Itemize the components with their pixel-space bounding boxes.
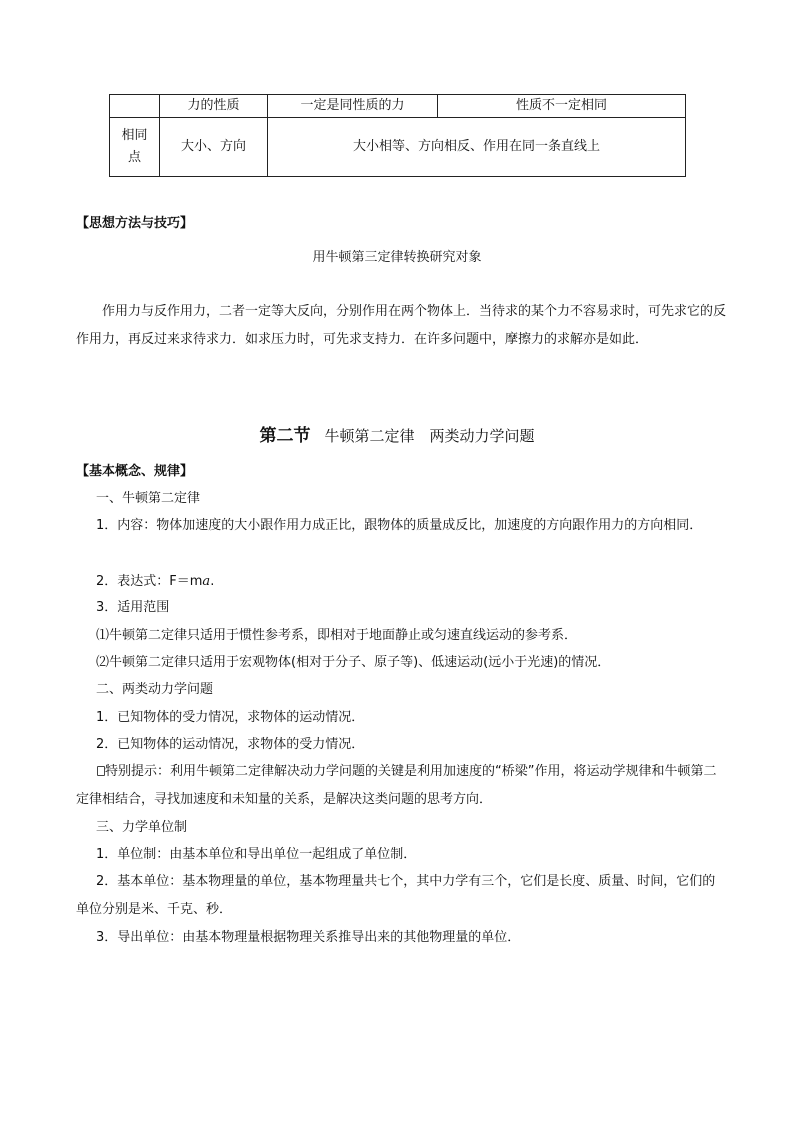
expression-text: 2．表达式：F＝m	[96, 574, 203, 589]
heading-scope: 3．适用范围	[96, 600, 170, 615]
table-cell-equal-opposite: 大小相等、方向相反、作用在同一条直线上	[268, 118, 686, 177]
comparison-table	[109, 94, 686, 177]
table-cell-not-same-nature: 性质不一定相同	[438, 95, 686, 118]
expression-variable: a	[202, 574, 211, 589]
expression-end: .	[210, 574, 215, 589]
section-number: 第二节	[259, 426, 311, 446]
table-row	[110, 95, 686, 118]
section-title	[0, 426, 794, 446]
heading-two-types: 二、两类动力学问题	[96, 682, 214, 697]
basics-heading: 【基本概念、规律】	[76, 464, 194, 479]
heading-newton-second-law: 一、牛顿第二定律	[96, 491, 201, 506]
problem-type-2: 2．已知物体的运动情况，求物体的受力情况．	[96, 737, 365, 752]
section-subtitle: 牛顿第二定律 两类动力学问题	[324, 427, 535, 445]
methods-heading: 【思想方法与技巧】	[76, 216, 194, 231]
methods-paragraph: 作用力与反作用力，二者一定等大反向，分别作用在两个物体上．当待求的某个力不容易求时，可先求它的反作用力，再反过来求待求力．如求压力时，可先求支持力．在许多问题中，摩擦力的求解亦是如此．	[76, 304, 727, 347]
table-cell-same-nature: 一定是同性质的力	[268, 95, 438, 118]
unit-item-2: 2．基本单位：基本物理量的单位，基本物理量共七个，其中力学有三个，它们是长度、质量、时间，它们的单位分别是米、千克、秒．	[76, 874, 716, 917]
law-expression	[96, 572, 214, 592]
table-cell-force-nature-label: 力的性质	[160, 95, 268, 118]
table-cell-magnitude-direction: 大小、方向	[160, 118, 268, 177]
scope-item-1: ⑴牛顿第二定律只适用于惯性参考系，即相对于地面静止或匀速直线运动的参考系．	[96, 628, 578, 643]
table-cell-empty	[110, 95, 160, 118]
tip-text: 特别提示：利用牛顿第二定律解决动力学问题的关键是利用加速度的“桥梁”作用，将运动学规律和牛顿第二定律相结合，寻找加速度和未知量的关系，是解决这类问题的思考方向．	[76, 764, 717, 807]
table-row	[110, 118, 686, 177]
problem-type-1: 1．已知物体的受力情况，求物体的运动情况．	[96, 710, 365, 725]
scope-item-2: ⑵牛顿第二定律只适用于宏观物体(相对于分子、原子等)、低速运动(远小于光速)的情况．	[96, 655, 611, 670]
law-content: 1．内容：物体加速度的大小跟作用力成正比，跟物体的质量成反比，加速度的方向跟作用力的方向相同．	[96, 518, 703, 533]
unit-item-3: 3．导出单位：由基本物理量根据物理关系推导出来的其他物理量的单位．	[96, 930, 521, 945]
table-cell-similarities-label: 相同点	[110, 118, 160, 177]
special-tip	[76, 758, 726, 814]
methods-subtitle: 用牛顿第三定律转换研究对象	[312, 250, 482, 265]
heading-unit-system: 三、力学单位制	[96, 820, 188, 835]
unit-item-1: 1．单位制：由基本单位和导出单位一起组成了单位制．	[96, 847, 417, 862]
tip-mark-icon	[96, 764, 105, 777]
